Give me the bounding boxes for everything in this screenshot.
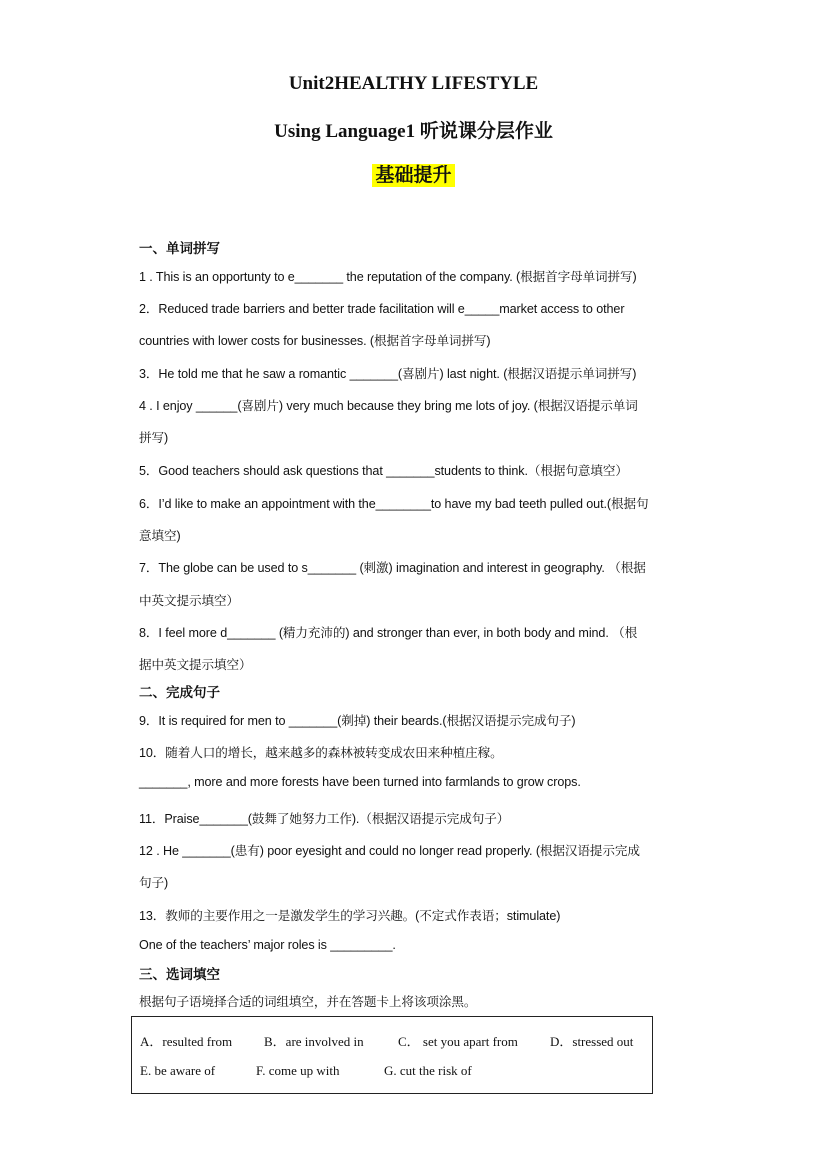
question-line: 中英文提示填空） bbox=[139, 594, 239, 608]
question-line: 13．教师的主要作用之一是激发学生的学习兴趣。(不定式作表语；stimulate) bbox=[139, 909, 561, 923]
question-line: 7．The globe can be used to s_______ (刺激) imagination and interest in geography. （根据 bbox=[139, 561, 646, 575]
question-line: 拼写) bbox=[139, 431, 169, 445]
question-line: 据中英文提示填空） bbox=[139, 658, 252, 672]
option-e: E. be aware of bbox=[140, 1063, 216, 1078]
question-line: 2．Reduced trade barriers and better trade facilitation will e_____market access to other bbox=[139, 302, 625, 316]
question-line: _______, more and more forests have been turned into farmlands to grow crops. bbox=[139, 775, 581, 789]
level-label bbox=[0, 160, 827, 187]
lesson-subtitle: Using Language1 听说课分层作业 bbox=[274, 121, 553, 142]
section-heading-spelling: 一、单词拼写 bbox=[139, 241, 220, 257]
question-line: 5．Good teachers should ask questions that _______students to think.（根据句意填空） bbox=[139, 464, 628, 478]
question-line: 4 . I enjoy ______(喜剧片) very much because they bring me lots of joy. (根据汉语提示单词 bbox=[139, 399, 638, 413]
question-line: countries with lower costs for businesses. (根据首字母单词拼写) bbox=[139, 334, 491, 348]
option-b: B．are involved in bbox=[264, 1034, 364, 1049]
question-line: 句子) bbox=[139, 876, 169, 890]
option-f: F. come up with bbox=[256, 1063, 340, 1078]
question-line: 8．I feel more d_______ (精力充沛的) and stronger than ever, in both body and mind. （根 bbox=[139, 626, 638, 640]
level-highlight: 基础提升 bbox=[372, 164, 454, 187]
question-line: One of the teachers’ major roles is _________. bbox=[139, 938, 396, 952]
question-line: 10．随着人口的增长，越来越多的森林被转变成农田来种植庄稼。 bbox=[139, 746, 503, 760]
section-heading-sentences: 二、完成句子 bbox=[139, 685, 220, 701]
question-line: 6．I’d like to make an appointment with the________to have my bad teeth pulled out.(根据句 bbox=[139, 497, 649, 511]
question-line: 11．Praise_______(鼓舞了她努力工作).（根据汉语提示完成句子） bbox=[139, 812, 510, 826]
option-g: G. cut the risk of bbox=[384, 1063, 472, 1078]
section-heading-word-choice: 三、选词填空 bbox=[139, 967, 220, 983]
options-box bbox=[131, 1016, 653, 1094]
unit-title: Unit2HEALTHY LIFESTYLE bbox=[288, 73, 539, 94]
question-line: 意填空) bbox=[139, 529, 181, 543]
option-a: A．resulted from bbox=[140, 1034, 233, 1049]
question-line: 3．He told me that he saw a romantic _______(喜剧片) last night. (根据汉语提示单词拼写) bbox=[139, 367, 637, 381]
question-line: 12 . He _______(患有) poor eyesight and could no longer read properly. (根据汉语提示完成 bbox=[139, 844, 640, 858]
option-d: D．stressed out bbox=[550, 1034, 634, 1049]
option-c: C． set you apart from bbox=[398, 1034, 518, 1049]
question-line: 1 . This is an opportunty to e_______ the reputation of the company. (根据首字母单词拼写) bbox=[139, 270, 637, 284]
section-instruction: 根据句子语境择合适的词组填空，并在答题卡上将该项涂黑。 bbox=[139, 994, 477, 1009]
question-line: 9．It is required for men to _______(剃掉) their beards.(根据汉语提示完成句子) bbox=[139, 714, 576, 728]
